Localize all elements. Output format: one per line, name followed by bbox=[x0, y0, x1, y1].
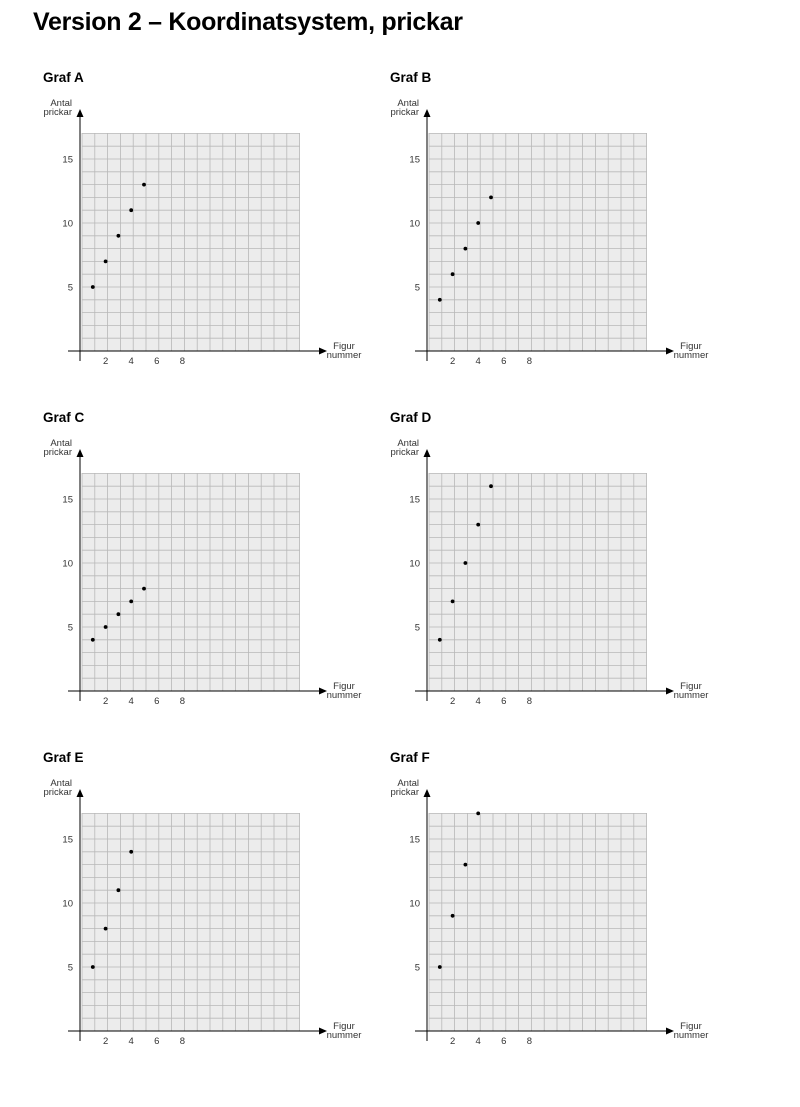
y-tick-label: 10 bbox=[62, 558, 73, 570]
x-tick-label: 4 bbox=[128, 356, 134, 367]
y-axis-label: Antal bbox=[50, 438, 72, 449]
y-axis-label: prickar bbox=[390, 447, 419, 458]
y-tick-label: 15 bbox=[62, 154, 73, 166]
x-axis-label: Figur bbox=[680, 1021, 702, 1032]
y-axis-label: prickar bbox=[43, 447, 72, 458]
plot-area bbox=[429, 813, 647, 1031]
data-point bbox=[438, 298, 442, 302]
coordinate-plot bbox=[34, 410, 374, 720]
y-tick-label: 5 bbox=[67, 282, 73, 294]
y-tick-label: 5 bbox=[67, 962, 73, 974]
plot-area bbox=[82, 813, 300, 1031]
y-tick-label: 10 bbox=[409, 898, 420, 910]
y-axis-arrow-icon bbox=[77, 449, 84, 457]
y-tick-label: 15 bbox=[409, 154, 420, 166]
x-axis-label: nummer bbox=[673, 1030, 709, 1041]
x-axis-label: Figur bbox=[333, 341, 355, 352]
y-tick-label: 15 bbox=[62, 494, 73, 506]
data-point bbox=[464, 863, 468, 867]
plot-area bbox=[429, 133, 647, 351]
x-tick-label: 4 bbox=[475, 696, 481, 707]
x-axis-label: Figur bbox=[680, 681, 702, 692]
y-axis-arrow-icon bbox=[424, 109, 431, 117]
data-point bbox=[489, 484, 493, 488]
graph-panel-f bbox=[381, 750, 721, 1070]
data-point bbox=[117, 234, 121, 238]
x-tick-label: 2 bbox=[102, 356, 109, 367]
data-point bbox=[117, 888, 121, 892]
data-point bbox=[464, 561, 468, 565]
coordinate-plot bbox=[381, 410, 721, 720]
data-point bbox=[451, 600, 455, 604]
y-axis-arrow-icon bbox=[77, 109, 84, 117]
y-axis-label: Antal bbox=[397, 438, 419, 449]
y-axis-arrow-icon bbox=[77, 789, 84, 797]
data-point bbox=[476, 221, 480, 225]
x-tick-label: 8 bbox=[526, 1036, 533, 1047]
y-axis-label: prickar bbox=[43, 107, 72, 118]
x-axis-label: nummer bbox=[326, 350, 362, 361]
y-axis-label: prickar bbox=[43, 787, 72, 798]
graph-title: Graf C bbox=[43, 410, 85, 425]
data-point bbox=[91, 638, 95, 642]
x-tick-label: 6 bbox=[501, 1036, 507, 1047]
x-tick-label: 2 bbox=[449, 1036, 456, 1047]
x-tick-label: 8 bbox=[179, 696, 186, 707]
data-point bbox=[104, 260, 108, 264]
x-axis-label: Figur bbox=[333, 681, 355, 692]
graph-panel-c bbox=[34, 410, 374, 730]
y-tick-label: 5 bbox=[414, 962, 420, 974]
graph-title: Graf F bbox=[390, 750, 430, 765]
graph-panel-a bbox=[34, 70, 374, 390]
data-point bbox=[91, 965, 95, 969]
x-tick-label: 6 bbox=[154, 696, 160, 707]
y-tick-label: 10 bbox=[62, 898, 73, 910]
data-point bbox=[476, 523, 480, 527]
y-tick-label: 5 bbox=[414, 622, 420, 634]
x-tick-label: 8 bbox=[179, 356, 186, 367]
x-axis-label: Figur bbox=[680, 341, 702, 352]
x-tick-label: 2 bbox=[449, 356, 456, 367]
page-title: Version 2 – Koordinatsystem, prickar bbox=[33, 8, 463, 36]
data-point bbox=[117, 612, 121, 616]
x-tick-label: 8 bbox=[526, 696, 533, 707]
y-axis-arrow-icon bbox=[424, 449, 431, 457]
y-axis-label: prickar bbox=[390, 107, 419, 118]
y-axis-label: prickar bbox=[390, 787, 419, 798]
data-point bbox=[451, 914, 455, 918]
y-tick-label: 5 bbox=[67, 622, 73, 634]
x-tick-label: 6 bbox=[501, 696, 507, 707]
graph-title: Graf A bbox=[43, 70, 84, 85]
y-tick-label: 15 bbox=[409, 834, 420, 846]
coordinate-plot bbox=[381, 750, 721, 1060]
y-axis-label: Antal bbox=[397, 778, 419, 789]
data-point bbox=[489, 196, 493, 200]
graph-title: Graf D bbox=[390, 410, 432, 425]
graph-panel-e bbox=[34, 750, 374, 1070]
y-axis-label: Antal bbox=[397, 98, 419, 109]
x-tick-label: 4 bbox=[475, 1036, 481, 1047]
x-axis-label: nummer bbox=[326, 1030, 362, 1041]
y-tick-label: 5 bbox=[414, 282, 420, 294]
coordinate-plot bbox=[34, 750, 374, 1060]
x-tick-label: 6 bbox=[501, 356, 507, 367]
x-tick-label: 6 bbox=[154, 1036, 160, 1047]
plot-area bbox=[429, 473, 647, 691]
coordinate-plot bbox=[34, 70, 374, 380]
data-point bbox=[129, 600, 133, 604]
x-axis-label: nummer bbox=[326, 690, 362, 701]
x-tick-label: 4 bbox=[128, 1036, 134, 1047]
y-tick-label: 15 bbox=[409, 494, 420, 506]
x-tick-label: 2 bbox=[449, 696, 456, 707]
x-tick-label: 8 bbox=[179, 1036, 186, 1047]
plot-area bbox=[82, 473, 300, 691]
y-tick-label: 10 bbox=[62, 218, 73, 230]
data-point bbox=[104, 625, 108, 629]
x-tick-label: 8 bbox=[526, 356, 533, 367]
x-tick-label: 2 bbox=[102, 696, 109, 707]
data-point bbox=[142, 183, 146, 187]
x-axis-label: Figur bbox=[333, 1021, 355, 1032]
y-tick-label: 10 bbox=[409, 558, 420, 570]
data-point bbox=[464, 247, 468, 251]
x-axis-label: nummer bbox=[673, 350, 709, 361]
data-point bbox=[129, 208, 133, 212]
x-tick-label: 4 bbox=[475, 356, 481, 367]
data-point bbox=[142, 587, 146, 591]
y-tick-label: 15 bbox=[62, 834, 73, 846]
y-axis-label: Antal bbox=[50, 778, 72, 789]
y-axis-label: Antal bbox=[50, 98, 72, 109]
graph-panel-d bbox=[381, 410, 721, 730]
plot-area bbox=[82, 133, 300, 351]
x-axis-label: nummer bbox=[673, 690, 709, 701]
coordinate-plot bbox=[381, 70, 721, 380]
graph-panel-b bbox=[381, 70, 721, 390]
y-tick-label: 10 bbox=[409, 218, 420, 230]
data-point bbox=[438, 965, 442, 969]
x-tick-label: 6 bbox=[154, 356, 160, 367]
data-point bbox=[129, 850, 133, 854]
data-point bbox=[104, 927, 108, 931]
x-tick-label: 2 bbox=[102, 1036, 109, 1047]
x-tick-label: 4 bbox=[128, 696, 134, 707]
data-point bbox=[438, 638, 442, 642]
graph-title: Graf E bbox=[43, 750, 84, 765]
graph-title: Graf B bbox=[390, 70, 432, 85]
data-point bbox=[451, 272, 455, 276]
data-point bbox=[91, 285, 95, 289]
data-point bbox=[476, 812, 480, 816]
y-axis-arrow-icon bbox=[424, 789, 431, 797]
